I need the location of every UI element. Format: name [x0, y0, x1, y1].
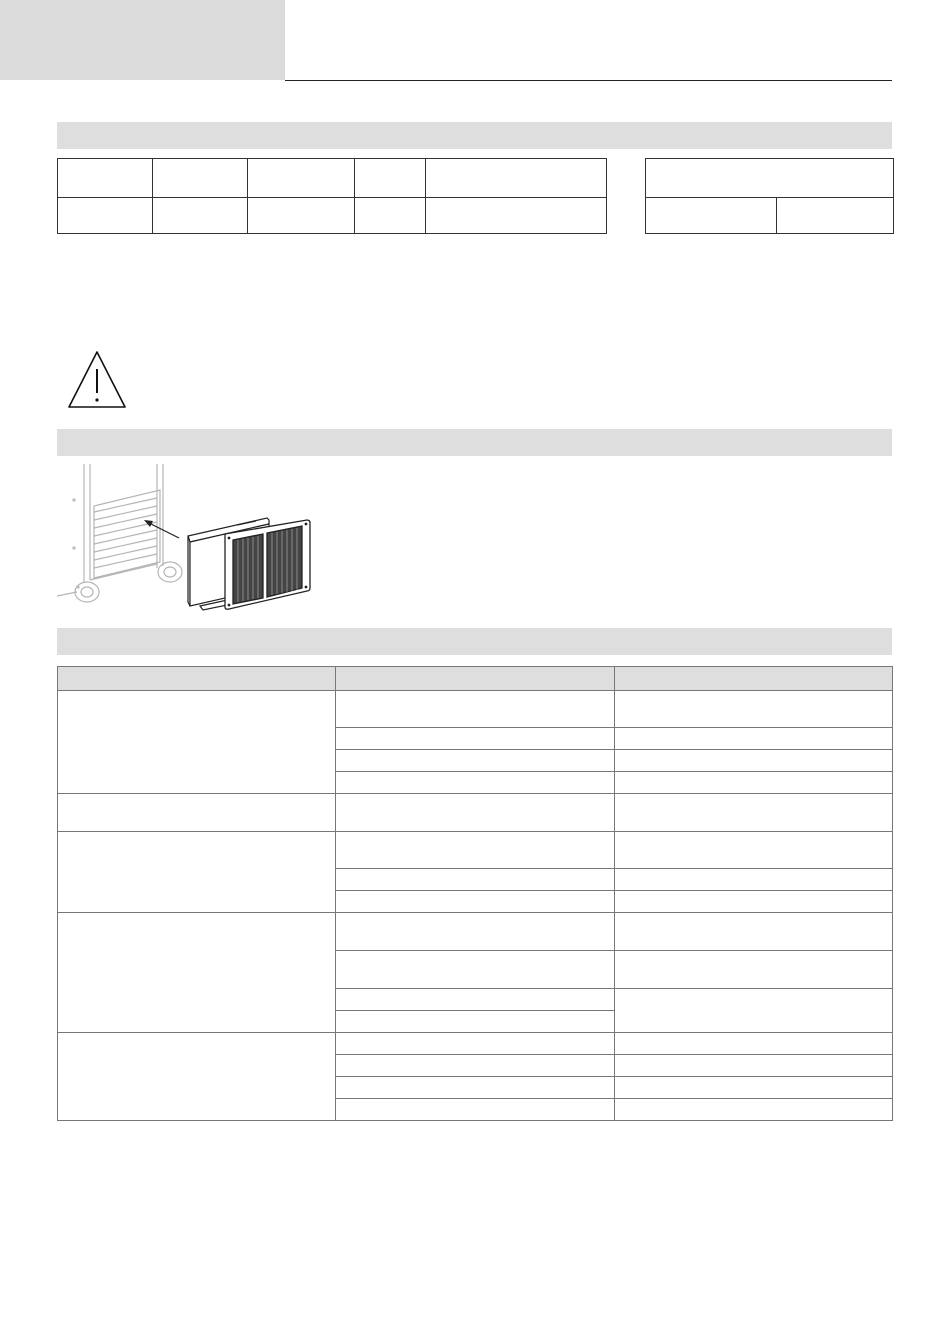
solution-cell: [615, 832, 893, 869]
cause-cell: [336, 1099, 615, 1121]
spec-cell: [153, 159, 248, 198]
side-table: [645, 158, 894, 234]
problem-cell: [58, 691, 336, 794]
cause-cell: [336, 750, 615, 772]
problem-cell: [58, 913, 336, 1033]
section-title-1: [57, 122, 892, 134]
spec-cell: [355, 198, 426, 234]
cause-cell: [336, 1055, 615, 1077]
solution-cell: [615, 1077, 893, 1099]
section-title-2: [57, 429, 892, 441]
solution-cell: [615, 1033, 893, 1055]
solution-cell: [615, 772, 893, 794]
spec-cell: [153, 198, 248, 234]
spec-cell: [426, 198, 607, 234]
solution-cell: [615, 794, 893, 832]
cause-cell: [336, 728, 615, 750]
solution-cell: [615, 691, 893, 728]
spec-cell: [248, 198, 355, 234]
solution-cell: [615, 869, 893, 891]
solution-cell: [615, 1099, 893, 1121]
solution-cell: [615, 891, 893, 913]
cause-cell: [336, 1033, 615, 1055]
solution-cell: [615, 750, 893, 772]
troubleshooting-table: [57, 666, 893, 1121]
problem-cell: [58, 794, 336, 832]
section-bar-3: [57, 628, 892, 655]
cause-cell: [336, 794, 615, 832]
table-header-row: [58, 667, 893, 691]
solution-cell: [615, 913, 893, 951]
cause-cell: [336, 913, 615, 951]
side-table-row: [646, 198, 894, 234]
spec-table-row: [58, 159, 607, 198]
section-bar-2: [57, 429, 892, 456]
solution-cell: [615, 728, 893, 750]
side-cell: [646, 198, 777, 234]
cause-cell: [336, 989, 615, 1011]
cause-cell: [336, 1077, 615, 1099]
table-row: [58, 691, 893, 728]
spec-table: [57, 158, 607, 234]
cause-cell: [336, 1011, 615, 1033]
solution-cell: [615, 1055, 893, 1077]
table-row: [58, 913, 893, 951]
table-row: [58, 794, 893, 832]
cause-cell: [336, 772, 615, 794]
cause-cell: [336, 891, 615, 913]
column-header-problem: [58, 667, 336, 691]
problem-cell: [58, 1033, 336, 1121]
spec-cell: [58, 198, 153, 234]
spec-cell: [426, 159, 607, 198]
cause-cell: [336, 691, 615, 728]
side-cell: [777, 198, 894, 234]
header-rule: [285, 80, 892, 81]
side-table-row: [646, 159, 894, 198]
air-filter-illustration: [57, 460, 327, 620]
spec-cell: [58, 159, 153, 198]
column-header-solution: [615, 667, 893, 691]
section-title-3: [57, 628, 892, 640]
cause-cell: [336, 869, 615, 891]
header-corner-tab: [0, 0, 285, 80]
warning-triangle-icon: [66, 349, 128, 411]
section-bar-1: [57, 122, 892, 149]
spec-table-row: [58, 198, 607, 234]
table-row: [58, 1033, 893, 1055]
column-header-cause: [336, 667, 615, 691]
cause-cell: [336, 951, 615, 989]
spec-cell: [248, 159, 355, 198]
spec-cell: [355, 159, 426, 198]
solution-cell: [615, 951, 893, 989]
cause-cell: [336, 832, 615, 869]
side-table-header: [646, 159, 894, 198]
problem-cell: [58, 832, 336, 913]
table-row: [58, 832, 893, 869]
solution-cell: [615, 989, 893, 1033]
